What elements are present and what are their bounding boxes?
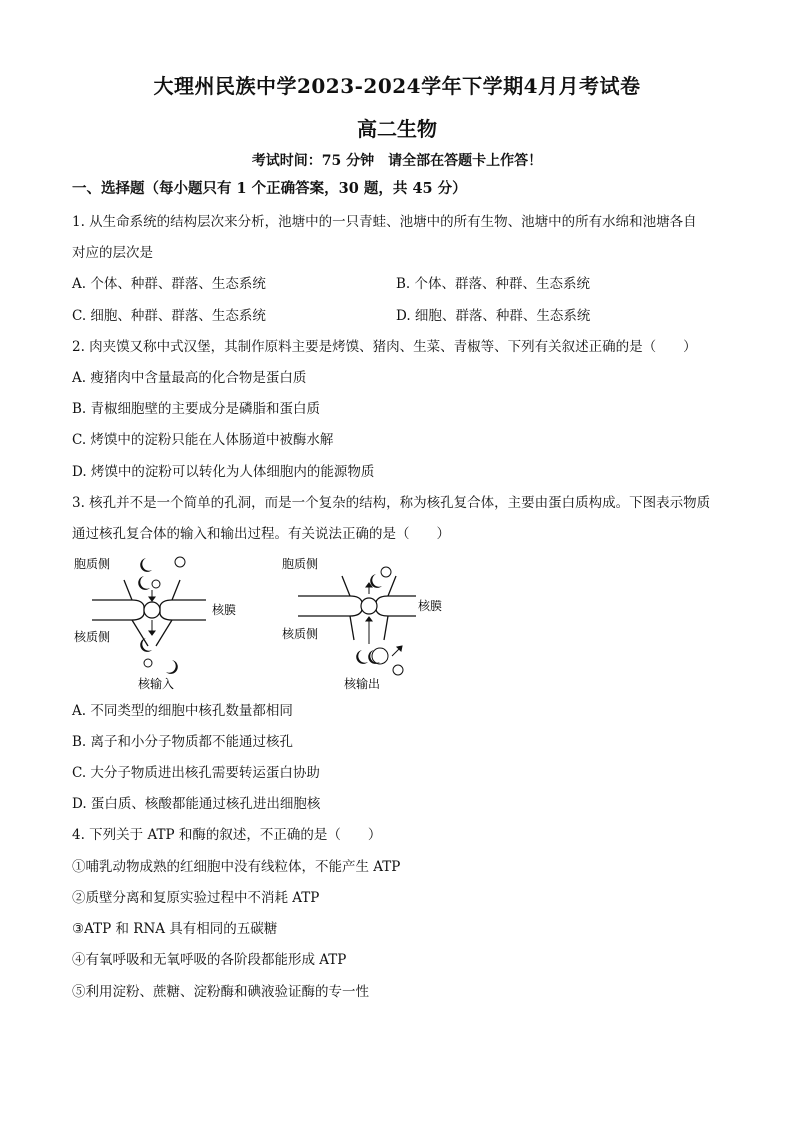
exam-title: 大理州民族中学2023-2024学年下学期4月月考试卷 <box>153 74 641 98</box>
export-cytoplasm-label: 胞质侧 <box>282 557 319 571</box>
subject-title: 高二生物 <box>357 117 437 141</box>
export-membrane-label: 核膜 <box>418 599 443 613</box>
q4-statement-3: ③ATP 和 RNA 具有相同的五碳糖 <box>72 921 278 937</box>
q4-statement-2: ②质壁分离和复原实验过程中不消耗 ATP <box>72 890 320 906</box>
q4-statement-4: ④有氧呼吸和无氧呼吸的各阶段都能形成 ATP <box>72 952 347 968</box>
nuclear-export-diagram <box>280 548 480 694</box>
export-nucleoplasm-label: 核质侧 <box>282 627 319 641</box>
q2-option-b: B. 青椒细胞壁的主要成分是磷脂和蛋白质 <box>72 401 321 417</box>
q2-option-d: D. 烤馍中的淀粉可以转化为人体细胞内的能源物质 <box>72 464 375 480</box>
import-cargo <box>138 557 185 674</box>
q3-option-b: B. 离子和小分子物质都不能通过核孔 <box>72 734 294 750</box>
import-caption: 核输入 <box>138 677 175 691</box>
q2-option-c: C. 烤馍中的淀粉只能在人体肠道中被酶水解 <box>72 432 334 448</box>
q1-stem-line1: 1. 从生命系统的结构层次来分析，池塘中的一只青蛙、池塘中的所有生物、池塘中的所有水绵和池塘各自 <box>72 214 697 230</box>
q1-option-b: B. 个体、群落、种群、生态系统 <box>396 276 591 292</box>
q1-stem-line2: 对应的层次是 <box>72 245 153 261</box>
q3-option-c: C. 大分子物质进出核孔需要转运蛋白协助 <box>72 765 320 781</box>
q4-statement-5: ⑤利用淀粉、蔗糖、淀粉酶和碘液验证酶的专一性 <box>72 984 369 1000</box>
section-heading: 一、选择题（每小题只有 1 个正确答案，30 题，共 45 分） <box>72 180 467 197</box>
q1-option-c: C. 细胞、种群、群落、生态系统 <box>72 308 266 324</box>
q1-option-d: D. 细胞、群落、种群、生态系统 <box>396 308 591 324</box>
q2-stem: 2. 肉夹馍又称中式汉堡，其制作原料主要是烤馍、猪肉、生菜、青椒等、下列有关叙述正确的是（ ） <box>72 339 697 355</box>
q3-stem-line2: 通过核孔复合体的输入和输出过程。有关说法正确的是（ ） <box>72 526 450 542</box>
exam-info: 考试时间：75 分钟 请全部在答题卡上作答！ <box>251 153 543 169</box>
q3-option-a: A. 不同类型的细胞中核孔数量都相同 <box>72 703 293 719</box>
import-membrane-label: 核膜 <box>212 603 237 617</box>
q3-option-d: D. 蛋白质、核酸都能通过核孔进出细胞核 <box>72 796 321 812</box>
q4-statement-1: ①哺乳动物成熟的红细胞中没有线粒体，不能产生 ATP <box>72 859 401 875</box>
nuclear-import-diagram <box>72 548 272 694</box>
import-cytoplasm-label: 胞质侧 <box>74 557 111 571</box>
export-arrows <box>366 583 402 656</box>
export-caption: 核输出 <box>344 677 381 691</box>
q4-stem: 4. 下列关于 ATP 和酶的叙述，不正确的是（ ） <box>72 827 382 843</box>
q1-option-a: A. 个体、种群、群落、生态系统 <box>72 276 266 292</box>
q2-option-a: A. 瘦猪肉中含量最高的化合物是蛋白质 <box>72 370 307 386</box>
import-nucleoplasm-label: 核质侧 <box>74 630 111 644</box>
q3-stem-line1: 3. 核孔并不是一个简单的孔洞，而是一个复杂的结构，称为核孔复合体，主要由蛋白质构成。下图表示物质 <box>72 495 711 511</box>
export-cargo <box>356 567 403 675</box>
